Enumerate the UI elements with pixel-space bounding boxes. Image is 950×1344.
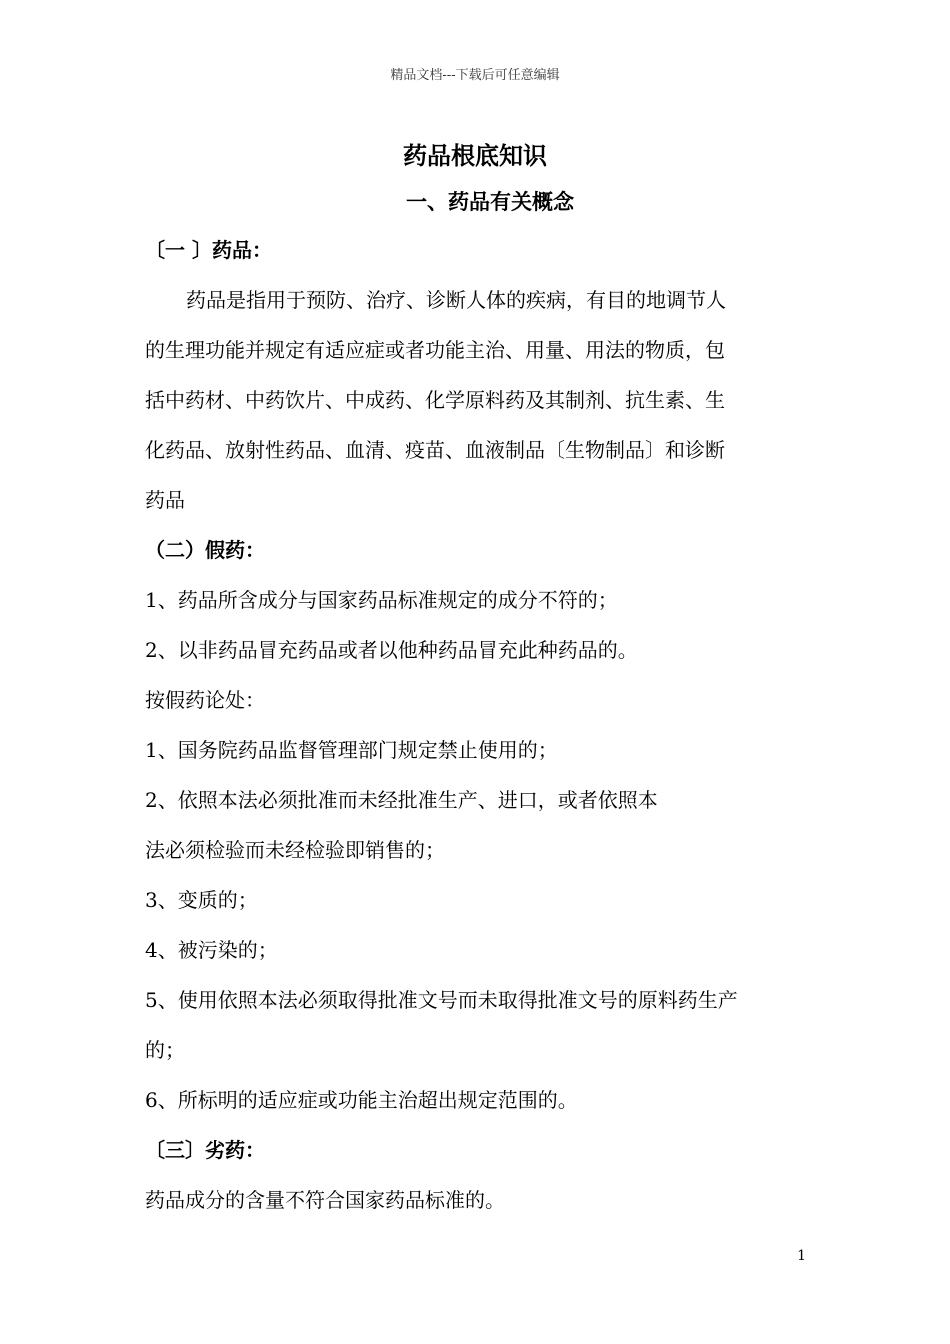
page-number: 1 — [797, 1248, 806, 1264]
paragraph-line: 的生理功能并规定有适应症或者功能主治、用量、用法的物质，包 — [145, 338, 725, 362]
list-item: 6、所标明的适应症或功能主治超出规定范围的。 — [145, 1088, 578, 1112]
list-item-continuation: 的； — [145, 1038, 185, 1062]
list-item: 2、以非药品冒充药品或者以他种药品冒充此种药品的。 — [145, 638, 638, 662]
list-item: 2、依照本法必须批准而未经批准生产、进口，或者依照本 — [145, 788, 658, 812]
paragraph-line: 药品 — [145, 488, 185, 512]
paragraph-line: 括中药材、中药饮片、中成药、化学原料药及其制剂、抗生素、生 — [145, 388, 725, 412]
list-item: 1、药品所含成分与国家药品标准规定的成分不符的； — [145, 588, 618, 612]
page-header: 精品文档---下载后可任意编辑 — [390, 68, 560, 83]
paragraph-line: 药品成分的含量不符合国家药品标准的。 — [145, 1188, 505, 1212]
subsection-heading-fake-drug: （二）假药： — [145, 538, 265, 562]
subsection-heading-inferior-drug: 〔三〕劣药： — [145, 1138, 265, 1162]
list-item: 5、使用依照本法必须取得批准文号而未取得批准文号的原料药生产 — [145, 988, 738, 1012]
list-item-continuation: 法必须检验而未经检验即销售的； — [145, 838, 445, 862]
section-heading: 一、药品有关概念 — [406, 190, 574, 214]
document-title: 药品根底知识 — [403, 142, 547, 170]
paragraph-line: 化药品、放射性药品、血清、疫苗、血液制品〔生物制品〕和诊断 — [145, 438, 725, 462]
paragraph-line: 药品是指用于预防、治疗、诊断人体的疾病，有目的地调节人 — [186, 288, 726, 312]
subsection-heading-drug: 〔一 〕药品： — [145, 238, 272, 262]
list-item: 1、国务院药品监督管理部门规定禁止使用的； — [145, 738, 558, 762]
treat-as-fake-heading: 按假药论处： — [145, 688, 265, 712]
list-item: 4、被污染的； — [145, 938, 278, 962]
list-item: 3、变质的； — [145, 888, 258, 912]
